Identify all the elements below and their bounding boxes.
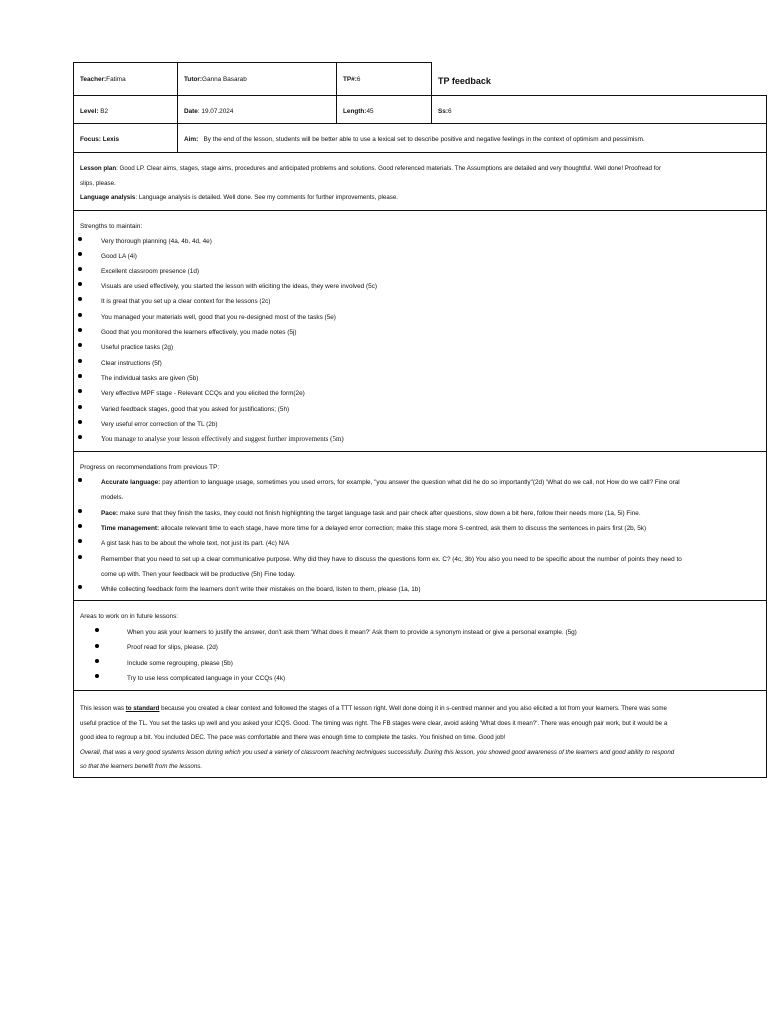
length-field (343, 108, 374, 116)
table-border (766, 95, 767, 778)
summary-line: so that the learners benefit from the lessons. (80, 763, 203, 770)
list-item-continued: models. (101, 494, 124, 501)
tp-field (343, 76, 360, 84)
table-border (73, 62, 74, 778)
bullet-icon (78, 389, 82, 393)
list-item: Very thorough planning (4a, 4b, 4d, 4e) (101, 238, 212, 245)
list-item: Very effective MPF stage - Relevant CCQs and you elicited the form(2e) (101, 390, 305, 397)
table-border (73, 451, 767, 452)
summary-line: good idea to regroup a bit. You included DEC. The pace was comfortable and there was enough time to complete the tasks. You finished on time. Good job! (80, 734, 506, 741)
ss-field (438, 108, 452, 116)
list-item: When you ask your learners to justify the answer, don't ask them 'What does it mean?' Ask them to provide a synonym instead or give a personal example. (5g) (127, 629, 577, 636)
bullet-icon (78, 282, 82, 286)
aim-label: Aim: (184, 136, 199, 143)
summary-line: Overall, that was a very good systems lesson during which you used a variety of classroom teaching techniques successfully. During this lesson, you showed good awareness of the learners and good ability to respond (80, 748, 675, 756)
standard-verdict: to standard (125, 705, 160, 712)
bullet-icon (78, 585, 82, 589)
lesson-plan-section (80, 162, 760, 206)
date-label: Date (184, 108, 198, 115)
bullet-icon (78, 343, 82, 347)
bullet-icon (95, 644, 99, 648)
list-item: It is great that you set up a clear context for the lessons (2c) (101, 298, 271, 305)
tp-label: TP#: (343, 76, 357, 83)
length-label: Length: (343, 108, 367, 115)
list-item: Time management: allocate relevant time to each stage, have more time for a delayed error correction; make this stage more S-centred, ask them to discuss the sentences in pairs first (2b, 5k) (101, 525, 647, 532)
list-item: Useful practice tasks (2g) (101, 344, 174, 351)
list-item: Excellent classroom presence (1d) (101, 268, 200, 275)
table-border (73, 62, 432, 63)
level-field (80, 108, 108, 116)
bullet-icon (78, 267, 82, 271)
focus-field: Focus: Lexis (80, 136, 120, 143)
list-item: You managed your materials well, good that you re-designed most of the tasks (5e) (101, 314, 336, 321)
table-border (73, 210, 767, 211)
teacher-name: Fatima (106, 76, 126, 83)
lesson-plan-text: : Good LP. Clear aims, stages, stage aims, procedures and anticipated problems and solutions. Good referenced materials. The Assumptions are detailed and very thoughtful. Well done! Proofread for (116, 165, 661, 172)
level-label: Level: (80, 108, 99, 115)
list-item: While collecting feedback form the learners don't write their mistakes on the board, listen to them, please (1a, 1b) (101, 586, 421, 593)
summary-line: This lesson was to standard because you created a clear context and followed the stages of a TTT lesson right. Well done doing it in s-centred manner and you also elicited a lot from your learners. There was some (80, 705, 667, 712)
bullet-icon (78, 539, 82, 543)
aim-field (184, 136, 645, 144)
table-border (336, 62, 337, 123)
list-item: Pace: make sure that they finish the tasks, they could not finish highlighting the target language task and pair check after questions, slow down a bit here, follow their needs more (1a, 5i) Fine. (101, 510, 641, 517)
list-item: Good that you monitored the learners effectively, you made notes (5j) (101, 329, 297, 336)
bullet-icon (78, 509, 82, 513)
list-item-continued: come up with. Then your feedback will be productive (5h) Fine today. (101, 571, 296, 578)
bullet-icon (78, 405, 82, 409)
tutor-label: Tutor: (184, 76, 202, 83)
bullet-icon (78, 359, 82, 363)
bullet-icon (78, 555, 82, 559)
bullet-icon (78, 328, 82, 332)
bullet-icon (78, 524, 82, 528)
bullet-icon (78, 297, 82, 301)
table-border (177, 62, 178, 152)
list-item: The individual tasks are given (5b) (101, 375, 199, 382)
tutor-field (184, 76, 247, 84)
list-item: Proof read for slips, please. (2d) (127, 644, 218, 651)
bullet-icon (78, 313, 82, 317)
list-item: Accurate language: pay attention to language usage, sometimes you used errors, for example, "you answer the question what did he do so importantly"(2d) 'What do we call, not How do we call? Fine oral (101, 479, 680, 486)
teacher-field (80, 76, 126, 84)
lesson-plan-label: Lesson plan (80, 165, 117, 172)
teacher-label: Teacher: (80, 76, 107, 83)
list-item: Try to use less complicated language in your CCQs (4k) (127, 675, 286, 682)
bullet-icon (95, 659, 99, 663)
bullet-icon (78, 420, 82, 424)
table-border (73, 690, 767, 691)
table-border (73, 777, 767, 778)
bullet-icon (95, 628, 99, 632)
bullet-icon (78, 252, 82, 256)
bullet-icon (95, 674, 99, 678)
language-analysis-text: : Language analysis is detailed. Well done. See my comments for further improvements, please. (135, 194, 399, 201)
ss-value: 6 (447, 108, 452, 115)
table-border (431, 62, 432, 123)
tp-number: 6 (356, 76, 361, 83)
table-border (73, 152, 767, 153)
aim-text: By the end of the lesson, students will be better able to use a lexical set to describe positive and negative feelings in the context of optimism and pessimism. (203, 136, 645, 143)
date-value: : 19.07.2024 (197, 108, 234, 115)
list-item: Remember that you need to set up a clear communicative purpose. Why did they have to discuss the questions form ex. C? (4c, 3b) You also you need to be specific about the number of points they need to (101, 556, 682, 563)
table-border (73, 600, 767, 601)
length-value: 45 (366, 108, 374, 115)
page-title: TP feedback (438, 76, 491, 86)
bullet-icon (78, 435, 82, 439)
list-item: Clear instructions (5f) (101, 360, 162, 367)
level-value: B2 (100, 108, 109, 115)
lesson-plan-text-2: slips, please. (80, 179, 116, 187)
summary-section (80, 702, 764, 775)
list-item: Varied feedback stages, good that you asked for justifications; (5h) (101, 406, 290, 413)
language-analysis-label: Language analysis (80, 194, 136, 201)
ss-label: Ss: (438, 108, 448, 115)
list-item: Include some regrouping, please (5b) (127, 660, 233, 667)
list-item: A gist task has to be about the whole text, not just its part. (4c) N/A (101, 540, 290, 547)
strengths-heading: Strengths to maintain: (80, 223, 143, 230)
bullet-icon (78, 374, 82, 378)
progress-heading: Progress on recommendations from previous TP: (80, 464, 220, 471)
bullet-icon (78, 478, 82, 482)
bullet-icon (78, 237, 82, 241)
tutor-name: Ganna Basarab (201, 76, 247, 83)
list-item: Visuals are used effectively, you started the lesson with eliciting the ideas, they were involved (5c) (101, 283, 378, 290)
list-item: You manage to analyse your lesson effectively and suggest further improvements (5m) (101, 435, 344, 443)
areas-heading: Areas to work on in future lessons: (80, 613, 179, 620)
list-item: Good LA (4i) (101, 253, 137, 260)
summary-line: useful practice of the TL. You set the tasks up well and you asked your ICQS. Good. The timing was right. The FB stages were clear, avoid asking 'What does it mean?'. There was enough pair work, but it would be a (80, 719, 668, 727)
list-item: Very useful error correction of the TL (2b) (101, 421, 218, 428)
date-field (184, 108, 233, 116)
